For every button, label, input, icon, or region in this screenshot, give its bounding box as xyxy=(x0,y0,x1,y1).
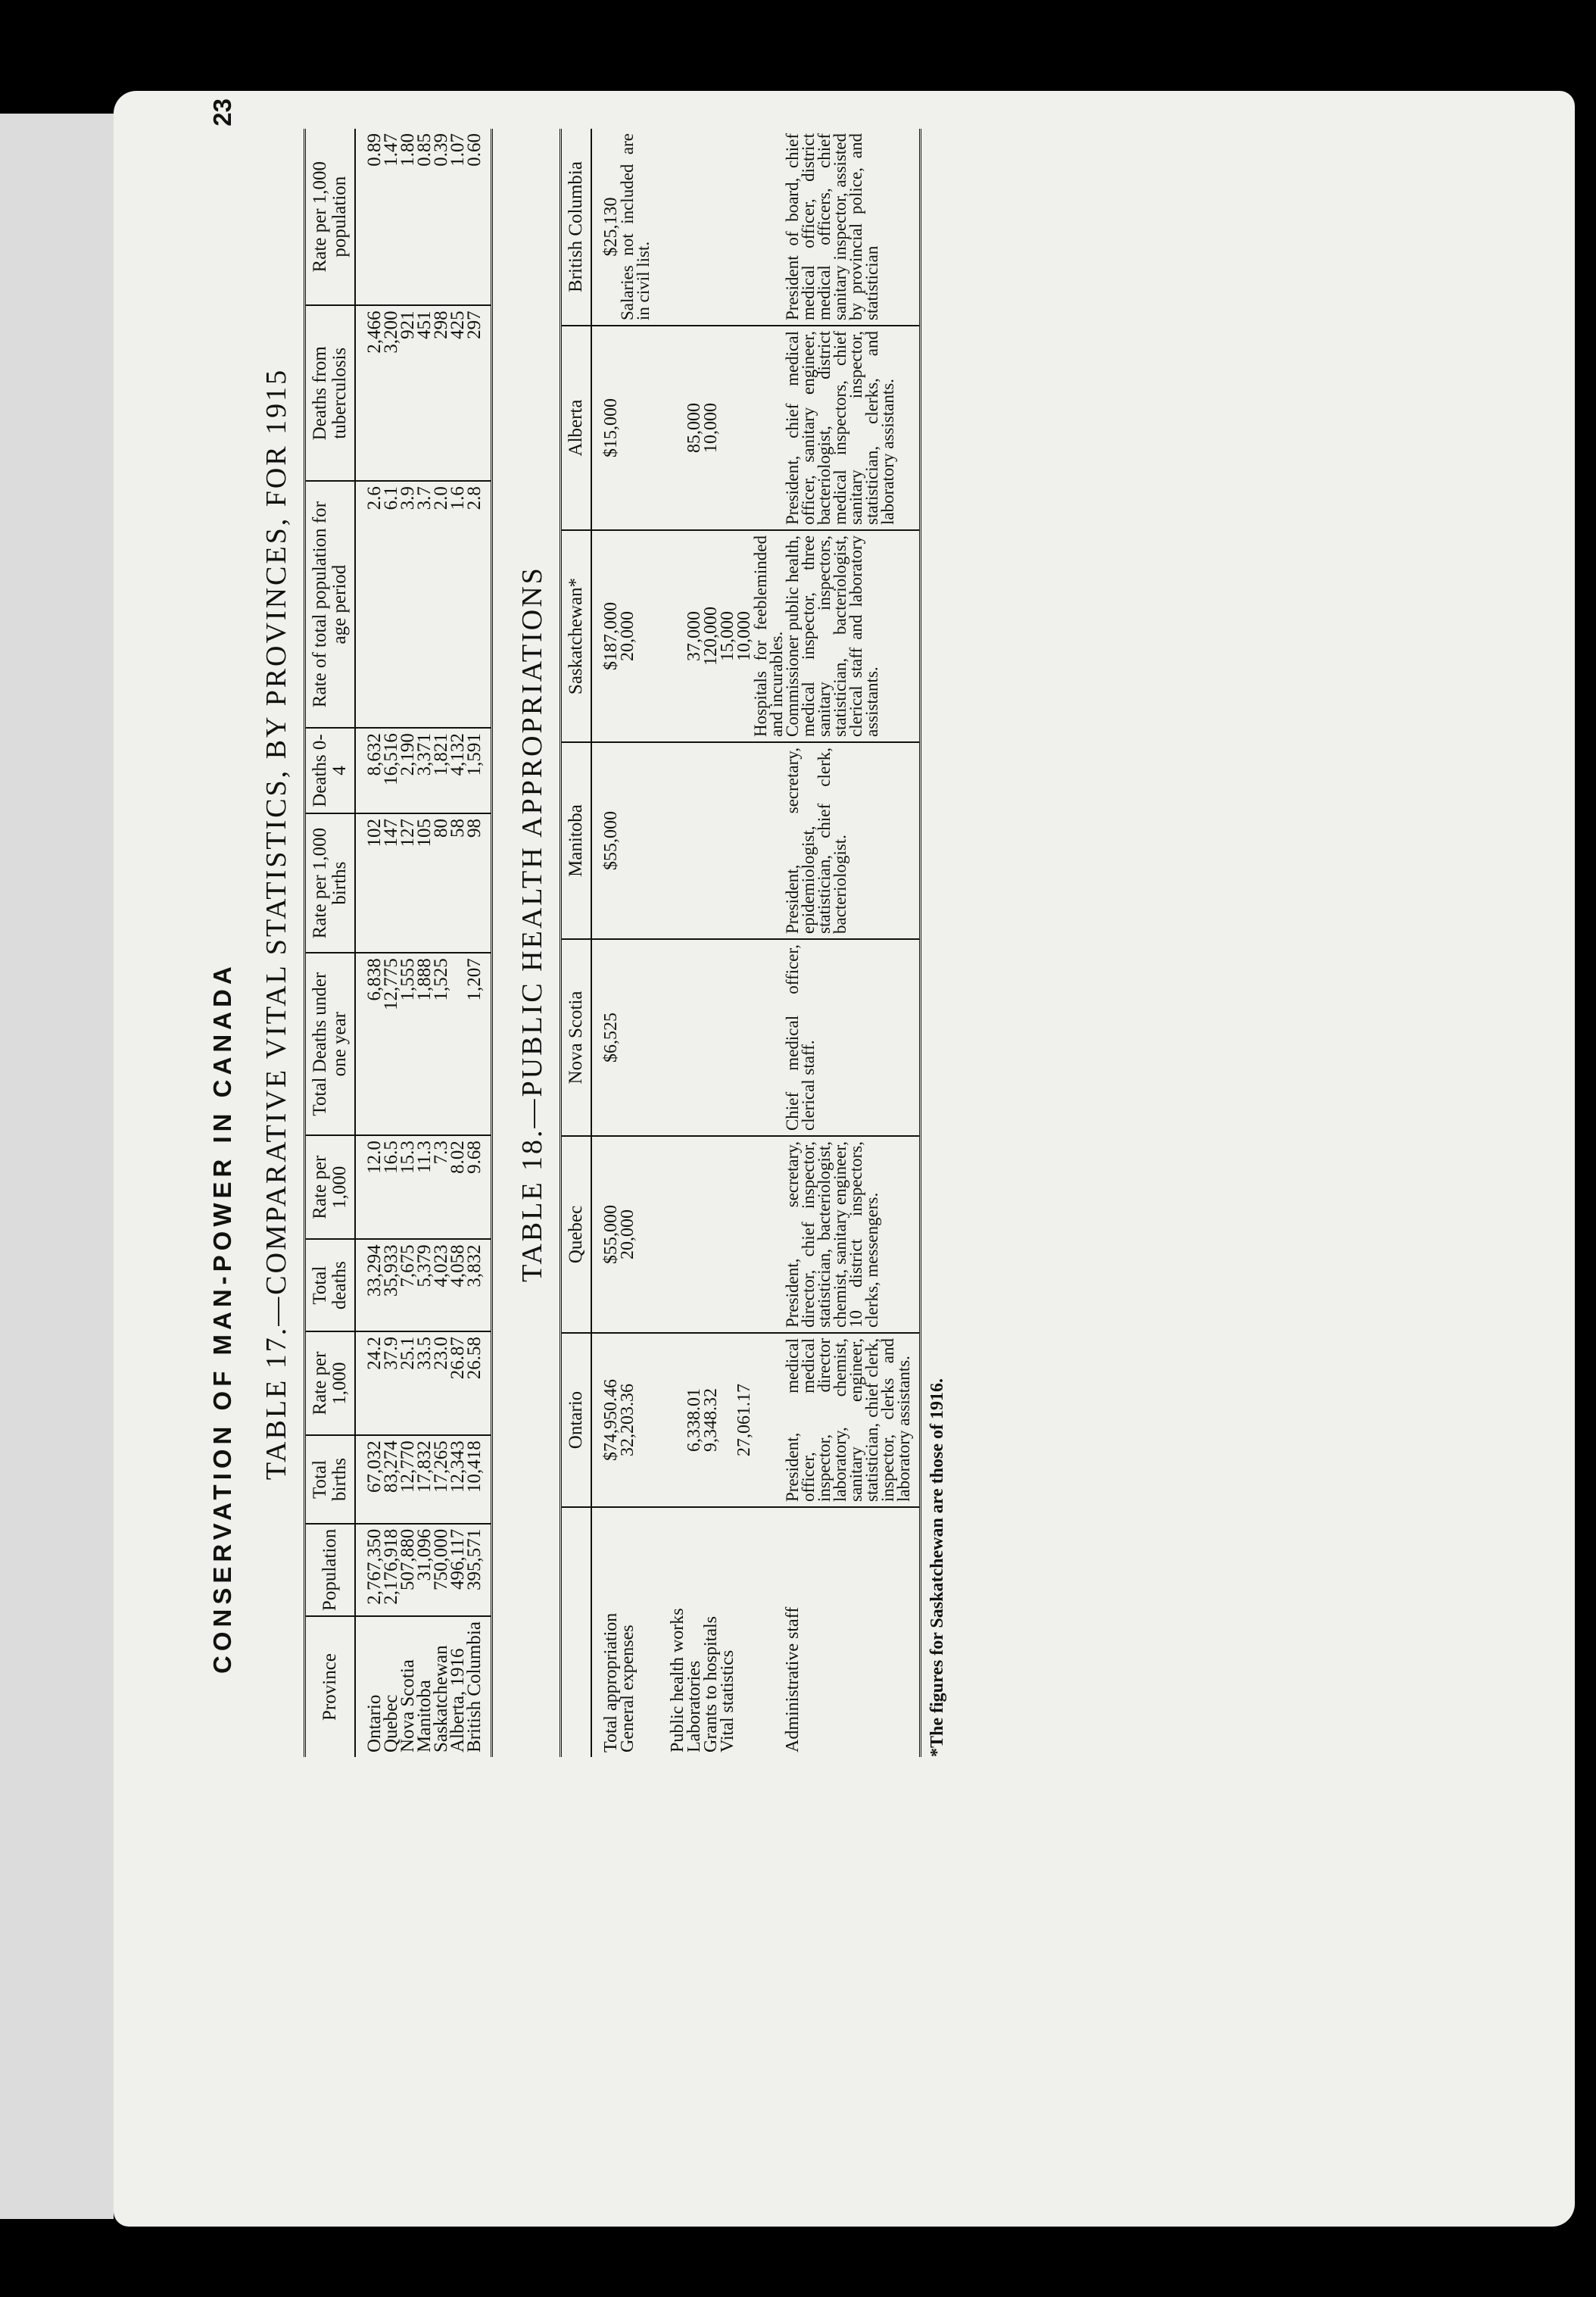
table-row xyxy=(669,129,686,1757)
table-cell: 33,294 xyxy=(355,1239,383,1331)
table-row xyxy=(719,129,736,1757)
table-cell: 9,348.32 xyxy=(703,1333,719,1507)
table-cell xyxy=(669,129,686,326)
table17-caption: TABLE 17.—COMPARATIVE VITAL STATISTICS, BY PROVINCES, FOR 1915 xyxy=(260,367,292,1481)
table-cell xyxy=(753,1333,784,1507)
table-cell: 24.2 xyxy=(355,1331,383,1435)
rotated-page-content xyxy=(208,91,1359,1757)
table18 xyxy=(560,129,921,1757)
table-cell xyxy=(651,1136,669,1333)
table17-col-header: Rate per 1,000 population xyxy=(305,129,356,305)
table-cell: 9.68 xyxy=(466,1135,492,1239)
table-row xyxy=(400,129,416,1757)
running-head xyxy=(208,98,237,1674)
table17 xyxy=(304,129,493,1757)
table18-body xyxy=(591,129,921,1757)
scanned-page xyxy=(114,91,1575,2227)
table-row xyxy=(784,129,921,1757)
table18-col-header: Saskatchewan* xyxy=(561,530,592,742)
table-cell: 58 xyxy=(450,813,466,953)
table-cell: President, chief medical officer, sanitary engineer, bacteriologist, district medical inspectors, chief sanitary inspector, statistician, clerks, and laboratory assistants. xyxy=(784,326,921,530)
table18-col-header: Manitoba xyxy=(561,742,592,939)
table-cell xyxy=(619,326,651,530)
row-label-cell: Public health works xyxy=(668,1608,687,1752)
table-cell: 451 xyxy=(416,305,433,481)
table-cell: 5,379 xyxy=(416,1239,433,1331)
table-cell xyxy=(753,939,784,1136)
table-cell: 0.60 xyxy=(466,129,492,305)
table-cell: 16.5 xyxy=(383,1135,400,1239)
province-cell: Manitoba xyxy=(414,1680,435,1752)
table17-col-header: Deaths from tuberculosis xyxy=(305,305,356,481)
table-cell: 127 xyxy=(400,813,416,953)
table18-caption: TABLE 18.—PUBLIC HEALTH APPROPRIATIONS xyxy=(516,566,548,1282)
table-cell: 32,203.36 xyxy=(619,1333,651,1507)
table-cell: 1,555 xyxy=(400,953,416,1135)
table-cell: 35,933 xyxy=(383,1239,400,1331)
table-cell: 23.0 xyxy=(433,1331,450,1435)
page-number: 23 xyxy=(208,98,236,126)
table-cell: 3.7 xyxy=(416,481,433,728)
table18-col-header xyxy=(561,1507,592,1757)
table17-body xyxy=(355,129,492,1757)
table-cell xyxy=(753,1136,784,1333)
table-cell xyxy=(703,742,719,939)
table-row xyxy=(703,129,719,1757)
table-row xyxy=(736,129,753,1757)
table-cell: Commissioner public health, medical inspector, three sanitary inspectors, statistician, bacteriologist, clerical staff and laboratory assistants. xyxy=(784,530,921,742)
table-cell: 3,832 xyxy=(466,1239,492,1331)
table18-header-row xyxy=(561,129,592,1757)
table-cell xyxy=(669,1136,686,1333)
table-row xyxy=(651,129,669,1757)
row-label-cell: Vital statistics xyxy=(718,1649,737,1752)
table-cell: 17,265 xyxy=(433,1435,450,1524)
table-row xyxy=(355,129,383,1757)
table-row xyxy=(753,129,784,1757)
table-cell xyxy=(736,742,753,939)
province-cell: Nova Scotia xyxy=(397,1659,418,1752)
table-cell: 83,274 xyxy=(383,1435,400,1524)
table-cell: 10,000 xyxy=(703,326,719,530)
table-cell: 67,032 xyxy=(355,1435,383,1524)
table-cell xyxy=(686,129,703,326)
province-cell: British Columbia xyxy=(466,1616,492,1757)
table-cell: 31,096 xyxy=(416,1524,433,1616)
table-cell: 2,190 xyxy=(400,728,416,813)
table-cell: 8.02 xyxy=(450,1135,466,1239)
table-cell: 0.89 xyxy=(355,129,383,305)
table-cell: Chief medical officer, clerical staff. xyxy=(784,939,921,1136)
table-cell: 1,591 xyxy=(466,728,492,813)
table-cell: 921 xyxy=(400,305,416,481)
table-cell: 7.3 xyxy=(433,1135,450,1239)
table17-col-header: Rate per 1,000 xyxy=(305,1135,356,1239)
table-cell: 750,000 xyxy=(433,1524,450,1616)
table-cell: $25,130 xyxy=(591,129,619,326)
row-label-cell: Laboratories xyxy=(684,1660,704,1752)
table-cell xyxy=(719,1333,736,1507)
table-cell xyxy=(719,326,736,530)
table-cell xyxy=(736,129,753,326)
table-cell: 6.1 xyxy=(383,481,400,728)
table-cell: $15,000 xyxy=(591,326,619,530)
table-cell: 2.8 xyxy=(466,481,492,728)
table-cell: 2,466 xyxy=(355,305,383,481)
table-cell xyxy=(619,939,651,1136)
table-cell: 0.39 xyxy=(433,129,450,305)
table17-col-header: Total Deaths under one year xyxy=(305,953,356,1135)
table17-col-header: Deaths 0-4 xyxy=(305,728,356,813)
table-cell: 2.6 xyxy=(355,481,383,728)
table-cell: 15,000 xyxy=(719,530,736,742)
table-row xyxy=(619,129,651,1757)
table17-col-header: Rate per 1,000 xyxy=(305,1331,356,1435)
table-row xyxy=(433,129,450,1757)
table-cell: 6,338.01 xyxy=(686,1333,703,1507)
table17-col-header: Total deaths xyxy=(305,1239,356,1331)
row-label-cell xyxy=(736,1507,753,1757)
table-cell xyxy=(703,129,719,326)
table-cell xyxy=(651,742,669,939)
table-cell xyxy=(719,129,736,326)
table17-header-row xyxy=(305,129,356,1757)
table-cell: 16,516 xyxy=(383,728,400,813)
table17-col-header: Rate of total population for age period xyxy=(305,481,356,728)
table-cell: 4,058 xyxy=(450,1239,466,1331)
table-cell: 25.1 xyxy=(400,1331,416,1435)
table-cell: 297 xyxy=(466,305,492,481)
table-cell xyxy=(651,1333,669,1507)
table-cell: 507,880 xyxy=(400,1524,416,1616)
table-cell xyxy=(703,1136,719,1333)
table-row xyxy=(686,129,703,1757)
table18-col-header: Quebec xyxy=(561,1136,592,1333)
table-cell: 7,675 xyxy=(400,1239,416,1331)
table-cell: 1.80 xyxy=(400,129,416,305)
table-cell: 12.0 xyxy=(355,1135,383,1239)
table-cell: 15.3 xyxy=(400,1135,416,1239)
table-cell: 26.58 xyxy=(466,1331,492,1435)
table-cell: President, secretary, director, chief inspector, statistician, bacteriologist, chemist, sanitary engineer, 10 district inspectors, clerks, messengers. xyxy=(784,1136,921,1333)
table-cell: 10,000 xyxy=(736,530,753,742)
table-row xyxy=(466,129,492,1757)
table17-col-header: Province xyxy=(305,1616,356,1757)
table-cell: 2,176,918 xyxy=(383,1524,400,1616)
table-cell xyxy=(703,939,719,1136)
row-label-cell: Grants to hospitals xyxy=(701,1616,721,1752)
table18-col-header: Ontario xyxy=(561,1333,592,1507)
table17-col-header: Population xyxy=(305,1524,356,1616)
table-cell: $187,000 xyxy=(591,530,619,742)
table-cell: 20,000 xyxy=(619,530,651,742)
table-cell: 17,832 xyxy=(416,1435,433,1524)
row-label-cell: Administrative staff xyxy=(784,1507,921,1757)
table-cell xyxy=(651,939,669,1136)
table-cell: 85,000 xyxy=(686,326,703,530)
table-cell xyxy=(669,326,686,530)
table-cell: 496,117 xyxy=(450,1524,466,1616)
table-cell: 8,632 xyxy=(355,728,383,813)
table-cell: 1,525 xyxy=(433,953,450,1135)
table-cell xyxy=(686,939,703,1136)
table-cell xyxy=(651,129,669,326)
table-cell xyxy=(753,326,784,530)
table-row xyxy=(591,129,619,1757)
table-cell: 120,000 xyxy=(703,530,719,742)
table-cell: 1.07 xyxy=(450,129,466,305)
row-label-cell xyxy=(753,1507,784,1757)
row-label-cell xyxy=(651,1507,669,1757)
table-cell: 395,571 xyxy=(466,1524,492,1616)
table-cell xyxy=(669,530,686,742)
table-cell: 105 xyxy=(416,813,433,953)
province-cell: Saskatchewan xyxy=(431,1645,451,1752)
province-cell: Alberta, 1916 xyxy=(447,1648,468,1752)
table-cell: Hospitals for feebleminded and incurables. xyxy=(753,530,784,742)
table-cell: 0.85 xyxy=(416,129,433,305)
table-cell: $55,000 xyxy=(591,1136,619,1333)
table-cell xyxy=(651,326,669,530)
table-cell xyxy=(719,1136,736,1333)
table-cell: $74,950.46 xyxy=(591,1333,619,1507)
table-cell: 11.3 xyxy=(416,1135,433,1239)
table-cell: 2,767,350 xyxy=(355,1524,383,1616)
table-cell xyxy=(669,1333,686,1507)
table-cell xyxy=(753,742,784,939)
table18-col-header: Nova Scotia xyxy=(561,939,592,1136)
table-cell: 4,132 xyxy=(450,728,466,813)
table-cell: President, medical officer, medical inspector, director laboratory, chemist, sanitary engineer, statistician, chief clerk, inspector, clerks and laboratory assistants. xyxy=(784,1333,921,1507)
table-cell: 1.6 xyxy=(450,481,466,728)
footnote: *The figures for Saskatchewan are those of 1916. xyxy=(927,1378,947,1757)
table-cell: 1,821 xyxy=(433,728,450,813)
table-cell: 12,343 xyxy=(450,1435,466,1524)
table-cell xyxy=(719,939,736,1136)
row-label-cell: Total appropriation xyxy=(601,1612,621,1752)
table18-col-header: British Columbia xyxy=(561,129,592,326)
table-cell: 4,023 xyxy=(433,1239,450,1331)
table17-col-header: Total births xyxy=(305,1435,356,1524)
table-cell xyxy=(736,326,753,530)
table-cell: 3.9 xyxy=(400,481,416,728)
table-cell: 102 xyxy=(355,813,383,953)
table-cell: 1,207 xyxy=(466,953,492,1135)
table-cell xyxy=(736,939,753,1136)
table-cell: 3,200 xyxy=(383,305,400,481)
table18-col-header: Alberta xyxy=(561,326,592,530)
left-page-edge xyxy=(0,114,114,2219)
table-cell: 26.87 xyxy=(450,1331,466,1435)
table-cell: 37,000 xyxy=(686,530,703,742)
table-cell xyxy=(651,530,669,742)
table-cell: 37.9 xyxy=(383,1331,400,1435)
table-cell xyxy=(669,939,686,1136)
table-cell xyxy=(736,1136,753,1333)
table-row xyxy=(383,129,400,1757)
table-cell xyxy=(669,742,686,939)
table-cell: President, secretary, epidemiologist, statistician, chief clerk, bacteriologist. xyxy=(784,742,921,939)
table-cell: 3,371 xyxy=(416,728,433,813)
table-cell xyxy=(619,742,651,939)
table-cell: 33.5 xyxy=(416,1331,433,1435)
table-cell: 27,061.17 xyxy=(736,1333,753,1507)
table-cell xyxy=(686,1136,703,1333)
table-cell: 98 xyxy=(466,813,492,953)
table-cell: 12,775 xyxy=(383,953,400,1135)
row-label-cell: General expenses xyxy=(618,1624,637,1752)
province-cell: Quebec xyxy=(381,1694,401,1752)
province-cell: Ontario xyxy=(364,1694,385,1752)
table-cell: 80 xyxy=(433,813,450,953)
running-head-title: CONSERVATION OF MAN-POWER IN CANADA xyxy=(208,962,236,1674)
table-row xyxy=(450,129,466,1757)
table-cell: 1.47 xyxy=(383,129,400,305)
table-cell: 10,418 xyxy=(466,1435,492,1524)
table-cell xyxy=(719,742,736,939)
table-cell: 1,888 xyxy=(416,953,433,1135)
table-cell: 2.0 xyxy=(433,481,450,728)
table-cell xyxy=(686,742,703,939)
table-cell: 20,000 xyxy=(619,1136,651,1333)
table17-col-header: Rate per 1,000 births xyxy=(305,813,356,953)
table-cell: 425 xyxy=(450,305,466,481)
table-cell: 298 xyxy=(433,305,450,481)
table-cell: Salaries not included are in civil list. xyxy=(619,129,651,326)
table-cell: 147 xyxy=(383,813,400,953)
table-row xyxy=(416,129,433,1757)
table-cell: $6,525 xyxy=(591,939,619,1136)
table-cell: $55,000 xyxy=(591,742,619,939)
table-cell xyxy=(753,129,784,326)
table-cell: President of board, chief medical officer, district medical officers, chief sanitary inspector, assisted by provincial police, and statistician xyxy=(784,129,921,326)
table-cell: 12,770 xyxy=(400,1435,416,1524)
table-cell: 6,838 xyxy=(355,953,383,1135)
